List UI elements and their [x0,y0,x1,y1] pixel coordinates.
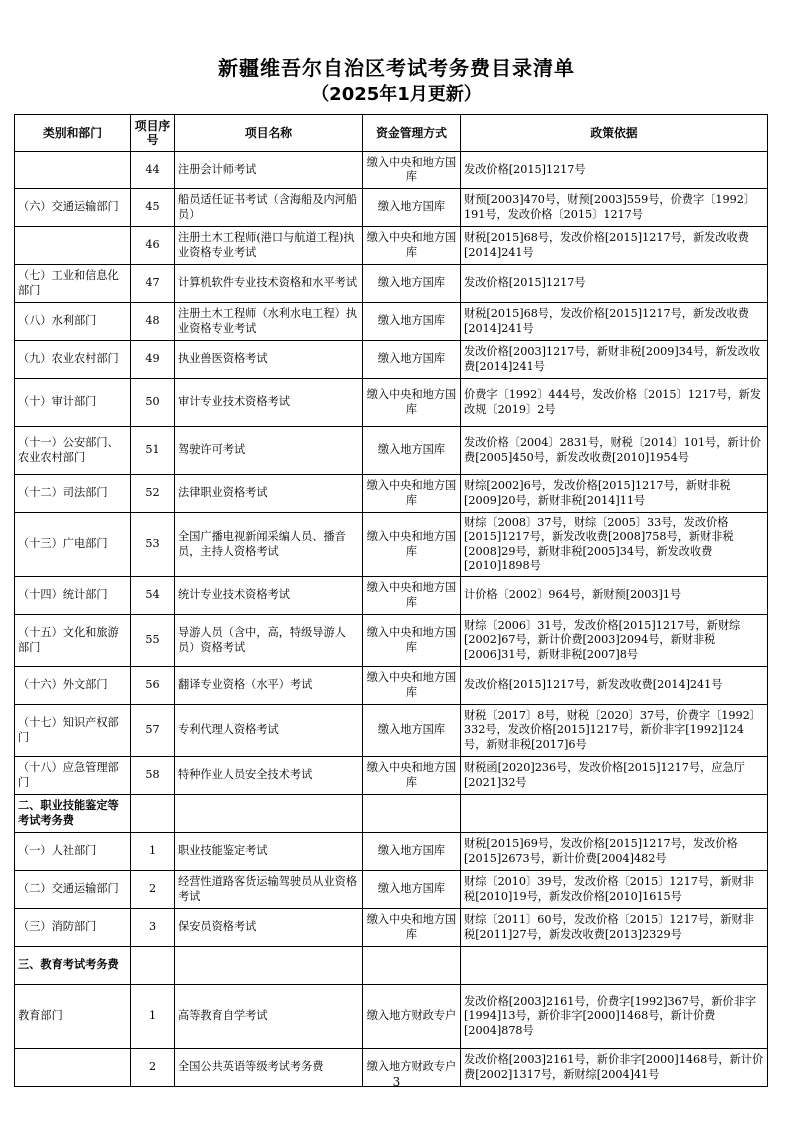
table-row [15,871,768,909]
table-row [15,227,768,265]
cell-policy-basis: 计价格〔2002〕964号，新财预[2003]1号 [461,577,768,615]
table-row [15,341,768,379]
cell-item-number: 3 [131,909,175,947]
table-row [15,427,768,475]
cell-item-name: 高等教育自学考试 [175,985,363,1049]
cell-fund-management: 缴入地方国库 [363,265,461,303]
cell-item-name [175,795,363,833]
cell-item-number: 57 [131,705,175,757]
cell-category: （十四）统计部门 [15,577,131,615]
cell-item-number: 44 [131,152,175,189]
cell-category: 教育部门 [15,985,131,1049]
cell-item-number: 48 [131,303,175,341]
cell-policy-basis: 发改价格[2003]2161号，新价非字[2000]1468号，新计价费[2002]1317号，新财综[2004]41号 [461,1049,768,1087]
cell-item-name: 特种作业人员安全技术考试 [175,757,363,795]
cell-category: （十一）公安部门、农业农村部门 [15,427,131,475]
cell-item-name: 全国公共英语等级考试考务费 [175,1049,363,1087]
cell-category: 二、职业技能鉴定等考试考务费 [15,795,131,833]
cell-item-name: 注册土木工程师（水利水电工程）执业资格专业考试 [175,303,363,341]
table-row [15,985,768,1049]
cell-policy-basis: 发改价格[2015]1217号，新发改收费[2014]241号 [461,667,768,705]
cell-category: （六）交通运输部门 [15,189,131,227]
cell-item-number: 54 [131,577,175,615]
cell-policy-basis: 财综〔2010〕39号，发改价格〔2015〕1217号，新财非税[2010]19号，新发改价格[2010]1615号 [461,871,768,909]
table-row [15,303,768,341]
cell-item-name: 法律职业资格考试 [175,475,363,513]
cell-category: （十）审计部门 [15,379,131,427]
table-header-row [15,115,768,152]
cell-category [15,227,131,265]
cell-policy-basis: 发改价格[2003]2161号，价费字[1992]367号，新价非字[1994]13号，新价非字[2000]1468号，新计价费[2004]878号 [461,985,768,1049]
cell-fund-management: 缴入中央和地方国库 [363,475,461,513]
cell-item-number: 51 [131,427,175,475]
cell-policy-basis: 财综〔2006〕31号，发改价格[2015]1217号，新财综[2002]67号，新计价费[2003]2094号，新财非税[2006]31号，新财非税[2007]8号 [461,615,768,667]
cell-policy-basis: 财综[2002]6号，发改价格[2015]1217号，新财非税[2009]20号，新财非税[2014]11号 [461,475,768,513]
cell-fund-management: 缴入地方财政专户 [363,985,461,1049]
cell-item-number: 56 [131,667,175,705]
cell-fund-management: 缴入中央和地方国库 [363,667,461,705]
section-row [15,947,768,985]
cell-fund-management: 缴入中央和地方国库 [363,513,461,577]
header-fund-management: 资金管理方式 [363,115,461,152]
cell-category: （三）消防部门 [15,909,131,947]
cell-item-number: 52 [131,475,175,513]
cell-fund-management: 缴入地方国库 [363,871,461,909]
cell-policy-basis: 财综〔2008〕37号，财综〔2005〕33号，发改价格[2015]1217号，新发改收费[2008]758号，新财非税[2008]29号，新财非税[2005]34号，新发改收费[2010]1898号 [461,513,768,577]
cell-item-name: 导游人员（含中，高，特级导游人员）资格考试 [175,615,363,667]
cell-fund-management: 缴入中央和地方国库 [363,757,461,795]
table-body [15,152,768,1087]
cell-policy-basis: 发改价格〔2004〕2831号，财税〔2014〕101号，新计价费[2005]450号，新发改收费[2010]1954号 [461,427,768,475]
cell-item-number: 1 [131,833,175,871]
cell-fund-management [363,795,461,833]
table-row [15,475,768,513]
table-row [15,152,768,189]
cell-item-name: 保安员资格考试 [175,909,363,947]
cell-item-name: 全国广播电视新闻采编人员、播音员，主持人资格考试 [175,513,363,577]
cell-category: （九）农业农村部门 [15,341,131,379]
cell-category [15,152,131,189]
cell-item-number: 55 [131,615,175,667]
cell-item-name: 执业兽医资格考试 [175,341,363,379]
table-row [15,265,768,303]
cell-item-number: 47 [131,265,175,303]
cell-item-name: 翻译专业资格（水平）考试 [175,667,363,705]
cell-policy-basis: 财预[2003]470号，财预[2003]559号，价费字〔1992〕191号，发改价格〔2015〕1217号 [461,189,768,227]
cell-fund-management [363,947,461,985]
table-row [15,667,768,705]
cell-item-name: 船员适任证书考试（含海船及内河船员） [175,189,363,227]
cell-fund-management: 缴入地方财政专户 [363,1049,461,1087]
page-title: 新疆维吾尔自治区考试考务费目录清单 [218,56,575,80]
cell-policy-basis: 财税[2015]68号，发改价格[2015]1217号，新发改收费[2014]241号 [461,303,768,341]
cell-item-name: 职业技能鉴定考试 [175,833,363,871]
cell-policy-basis: 财综〔2011〕60号，发改价格〔2015〕1217号，新财非税[2011]27号，新发改收费[2013]2329号 [461,909,768,947]
cell-policy-basis: 财税[2015]68号，发改价格[2015]1217号，新发改收费[2014]241号 [461,227,768,265]
cell-category: （十七）知识产权部门 [15,705,131,757]
cell-item-number: 46 [131,227,175,265]
cell-item-number: 2 [131,1049,175,1087]
cell-item-number: 45 [131,189,175,227]
table-row [15,705,768,757]
cell-policy-basis: 发改价格[2015]1217号 [461,265,768,303]
cell-fund-management: 缴入地方国库 [363,833,461,871]
cell-item-name: 经营性道路客货运输驾驶员从业资格考试 [175,871,363,909]
cell-category: （十六）外文部门 [15,667,131,705]
cell-category: （十三）广电部门 [15,513,131,577]
table-row [15,909,768,947]
cell-policy-basis: 财税函[2020]236号，发改价格[2015]1217号，应急厅[2021]32号 [461,757,768,795]
cell-fund-management: 缴入中央和地方国库 [363,909,461,947]
cell-item-number: 2 [131,871,175,909]
cell-item-number: 49 [131,341,175,379]
cell-fund-management: 缴入中央和地方国库 [363,227,461,265]
cell-fund-management: 缴入中央和地方国库 [363,152,461,189]
header-item-name: 项目名称 [175,115,363,152]
cell-fund-management: 缴入地方国库 [363,189,461,227]
cell-policy-basis [461,947,768,985]
cell-category: （十二）司法部门 [15,475,131,513]
cell-item-name [175,947,363,985]
cell-item-name: 计算机软件专业技术资格和水平考试 [175,265,363,303]
cell-item-number: 50 [131,379,175,427]
page-number: 3 [392,1075,401,1089]
cell-policy-basis [461,795,768,833]
cell-policy-basis: 财税〔2017〕8号，财税〔2020〕37号，价费字〔1992〕332号，发改价格[2015]1217号，新价非字[1992]124号，新财非税[2017]6号 [461,705,768,757]
header-policy-basis: 政策依据 [461,115,768,152]
cell-category: （一）人社部门 [15,833,131,871]
cell-item-name: 审计专业技术资格考试 [175,379,363,427]
cell-policy-basis: 价费字〔1992〕444号，发改价格〔2015〕1217号，新发改规〔2019〕2号 [461,379,768,427]
cell-item-number: 58 [131,757,175,795]
cell-category: （十八）应急管理部门 [15,757,131,795]
cell-fund-management: 缴入地方国库 [363,303,461,341]
cell-item-number: 1 [131,985,175,1049]
cell-fund-management: 缴入地方国库 [363,427,461,475]
cell-category: （二）交通运输部门 [15,871,131,909]
cell-category: （十五）文化和旅游部门 [15,615,131,667]
cell-fund-management: 缴入中央和地方国库 [363,577,461,615]
cell-category: （八）水利部门 [15,303,131,341]
page-subtitle: （2025年1月更新） [311,84,482,105]
cell-item-name: 驾驶许可考试 [175,427,363,475]
cell-fund-management: 缴入地方国库 [363,705,461,757]
cell-item-name: 专利代理人资格考试 [175,705,363,757]
cell-fund-management: 缴入地方国库 [363,341,461,379]
cell-item-name: 注册会计师考试 [175,152,363,189]
header-category: 类别和部门 [15,115,131,152]
table-row [15,513,768,577]
cell-item-number [131,795,175,833]
fee-catalog-table [14,114,768,1087]
table-row [15,189,768,227]
cell-item-name: 统计专业技术资格考试 [175,577,363,615]
table-row [15,577,768,615]
table-row [15,833,768,871]
table-row [15,615,768,667]
cell-policy-basis: 发改价格[2015]1217号 [461,152,768,189]
cell-item-number [131,947,175,985]
cell-item-name: 注册土木工程师(港口与航道工程)执业资格专业考试 [175,227,363,265]
cell-category: 三、教育考试考务费 [15,947,131,985]
cell-item-number: 53 [131,513,175,577]
cell-category: （七）工业和信息化部门 [15,265,131,303]
cell-fund-management: 缴入中央和地方国库 [363,615,461,667]
cell-fund-management: 缴入中央和地方国库 [363,379,461,427]
cell-policy-basis: 财税[2015]69号，发改价格[2015]1217号，发改价格[2015]2673号，新计价费[2004]482号 [461,833,768,871]
header-item-number: 项目序号 [131,115,175,152]
table-row [15,757,768,795]
table-row [15,379,768,427]
cell-policy-basis: 发改价格[2003]1217号，新财非税[2009]34号，新发改收费[2014]241号 [461,341,768,379]
section-row [15,795,768,833]
